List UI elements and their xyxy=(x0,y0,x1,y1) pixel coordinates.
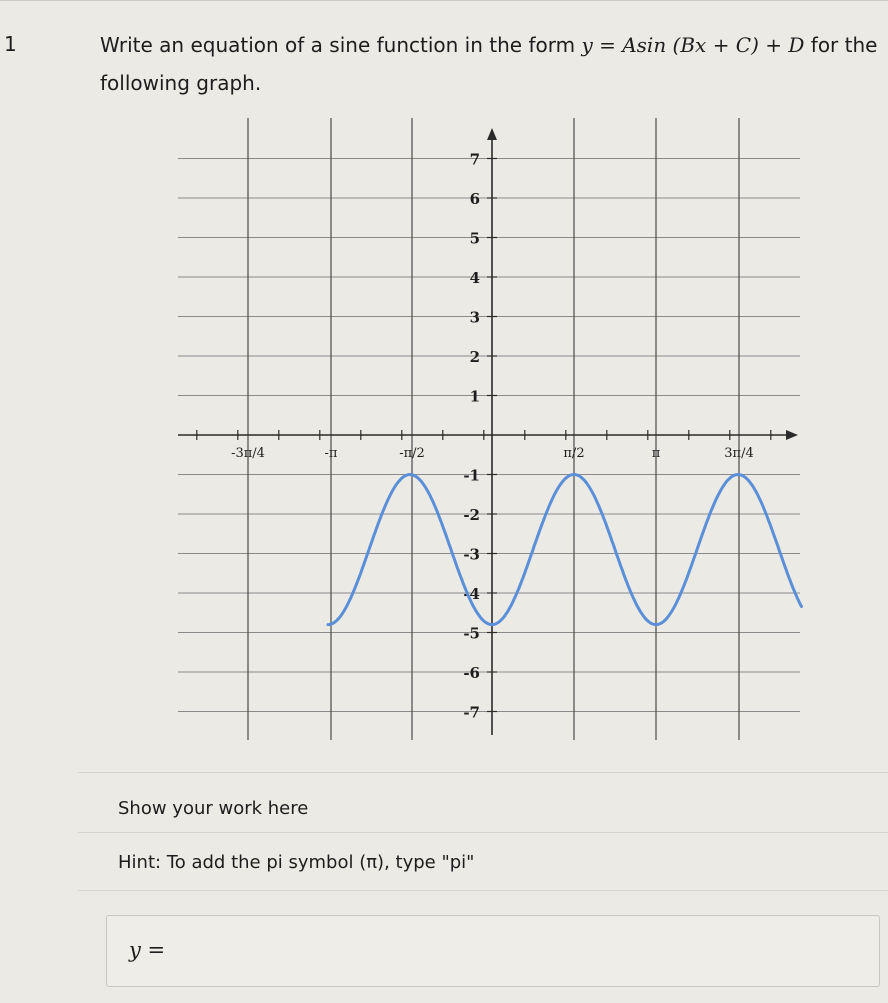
sine-curve xyxy=(328,475,802,625)
question-number: 1 xyxy=(4,32,17,56)
x-tick-label: π/2 xyxy=(563,446,585,461)
prompt-text-after: for the following graph. xyxy=(100,33,878,95)
x-tick-label: -π/2 xyxy=(399,446,425,461)
y-tick-label: -5 xyxy=(463,624,480,643)
y-tick-label: 6 xyxy=(469,190,480,208)
curve-layer xyxy=(328,475,802,625)
graph-divider xyxy=(78,772,888,773)
vertical-gridlines xyxy=(248,118,739,740)
y-tick-label: 5 xyxy=(469,229,480,248)
prompt-equation: y = Asin (Bx + C) + D xyxy=(581,33,805,57)
answer-box[interactable] xyxy=(106,915,880,987)
y-tick-label: 3 xyxy=(469,308,480,327)
show-work-label: Show your work here xyxy=(118,798,309,819)
answer-label: y = xyxy=(129,938,166,962)
y-tick-label: 2 xyxy=(469,348,480,366)
x-tick-label: 3π/4 xyxy=(724,446,754,461)
work-divider xyxy=(78,832,888,833)
y-tick-label: -7 xyxy=(463,703,480,722)
axes xyxy=(178,128,798,735)
y-tick-label: 1 xyxy=(469,387,480,406)
x-axis-arrow xyxy=(786,430,798,440)
x-tick-label: π xyxy=(651,446,661,461)
y-tick-label: 4 xyxy=(469,269,480,287)
y-tick-labels xyxy=(463,151,480,722)
y-tick-label: -4 xyxy=(463,585,480,603)
hint-divider xyxy=(78,890,888,891)
answer-input[interactable] xyxy=(187,924,871,978)
y-axis-arrow xyxy=(487,128,497,140)
y-tick-label: -1 xyxy=(463,466,480,485)
hint-text: Hint: To add the pi symbol (π), type "pi" xyxy=(118,852,475,873)
y-tick-label: -2 xyxy=(463,506,480,524)
y-tick-label: -6 xyxy=(463,664,480,682)
prompt-text-before: Write an equation of a sine function in the form xyxy=(100,33,582,57)
y-tick-label: -3 xyxy=(463,545,480,564)
y-tick-label: 7 xyxy=(469,150,480,169)
x-tick-label: -π xyxy=(324,446,338,461)
x-tick-label: -3π/4 xyxy=(231,446,265,461)
